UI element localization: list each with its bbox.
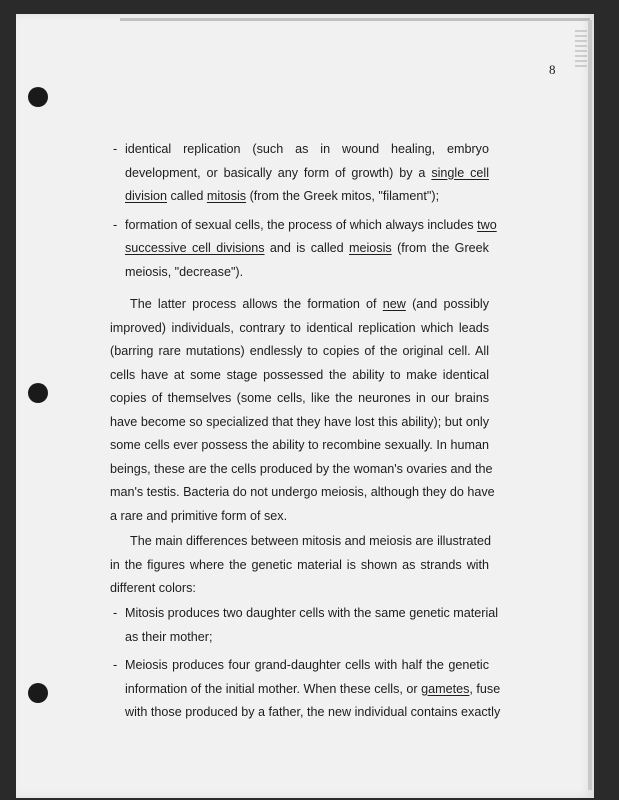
para1-line-8: man's testis. Bacteria do not undergo meiosis, although they do have <box>110 485 495 499</box>
para1-line-1: improved) individuals, contrary to identical replication which leads <box>110 320 489 335</box>
para2-line-2: different colors: <box>110 581 196 595</box>
para1-line-9: a rare and primitive form of sex. <box>110 508 288 523</box>
bullet-dash: - <box>113 606 118 620</box>
underlined-term: new <box>382 297 406 311</box>
b2-item-1-line-2: with those produced by a father, the new individual contains exactly <box>125 705 501 719</box>
para1-line-0: The latter process allows the formation of new (and possibly <box>130 297 489 311</box>
underlined-term: division <box>125 189 167 203</box>
para1-line-6: some cells ever possess the ability to recombine sexually. In human <box>110 438 489 452</box>
para1-line-4: copies of themselves (some cells, like the neurones in our brains <box>110 391 489 405</box>
page-edge-shadow <box>120 18 590 21</box>
b2-item-0-line-0: Mitosis produces two daughter cells with the same genetic material <box>125 606 499 620</box>
bullet-dash: - <box>113 217 118 232</box>
punch-hole-bottom <box>28 683 48 703</box>
b1-item-1-line-1: successive cell divisions and is called meiosis (from the Greek <box>125 241 489 255</box>
para1-line-3: cells have at some stage possessed the ability to make identical <box>110 367 489 382</box>
b1-item-0-line-1: development, or basically any form of growth) by a single cell <box>125 165 489 180</box>
underlined-term: successive cell divisions <box>125 241 265 255</box>
b2-item-1-line-1: information of the initial mother. When these cells, or gametes, fuse <box>125 681 501 696</box>
b1-item-0-line-0: identical replication (such as in wound healing, embryo <box>125 142 489 156</box>
underlined-term: meiosis <box>349 241 392 255</box>
para1-line-2: (barring rare mutations) endlessly to copies of the original cell. All <box>110 344 489 358</box>
bullet-dash: - <box>113 658 118 672</box>
para2-line-0: The main differences between mitosis and meiosis are illustrated <box>130 534 491 548</box>
scan-artifact <box>575 30 587 70</box>
document-page <box>16 14 594 798</box>
punch-hole-top <box>28 87 48 107</box>
para1-line-7: beings, these are the cells produced by the woman's ovaries and the <box>110 461 493 476</box>
underlined-term: single cell <box>431 165 489 180</box>
para1-line-5: have become so specialized that they have lost this ability); but only <box>110 414 489 429</box>
page-number: 8 <box>549 62 556 77</box>
b2-item-0-line-1: as their mother; <box>125 629 213 644</box>
b2-item-1-line-0: Meiosis produces four grand-daughter cells with half the genetic <box>125 658 489 672</box>
underlined-term: mitosis <box>206 189 247 203</box>
underlined-term: gametes <box>421 681 470 696</box>
para2-line-1: in the figures where the genetic material is shown as strands with <box>110 557 489 572</box>
page-right-edge <box>588 20 592 790</box>
punch-hole-middle <box>28 383 48 403</box>
b1-item-1-line-2: meiosis, "decrease"). <box>125 264 244 279</box>
b1-item-0-line-2: division called mitosis (from the Greek mitos, "filament"); <box>125 189 440 203</box>
underlined-term: two <box>477 217 497 232</box>
b1-item-1-line-0: formation of sexual cells, the process of which always includes two <box>125 217 497 232</box>
bullet-dash: - <box>113 142 118 156</box>
